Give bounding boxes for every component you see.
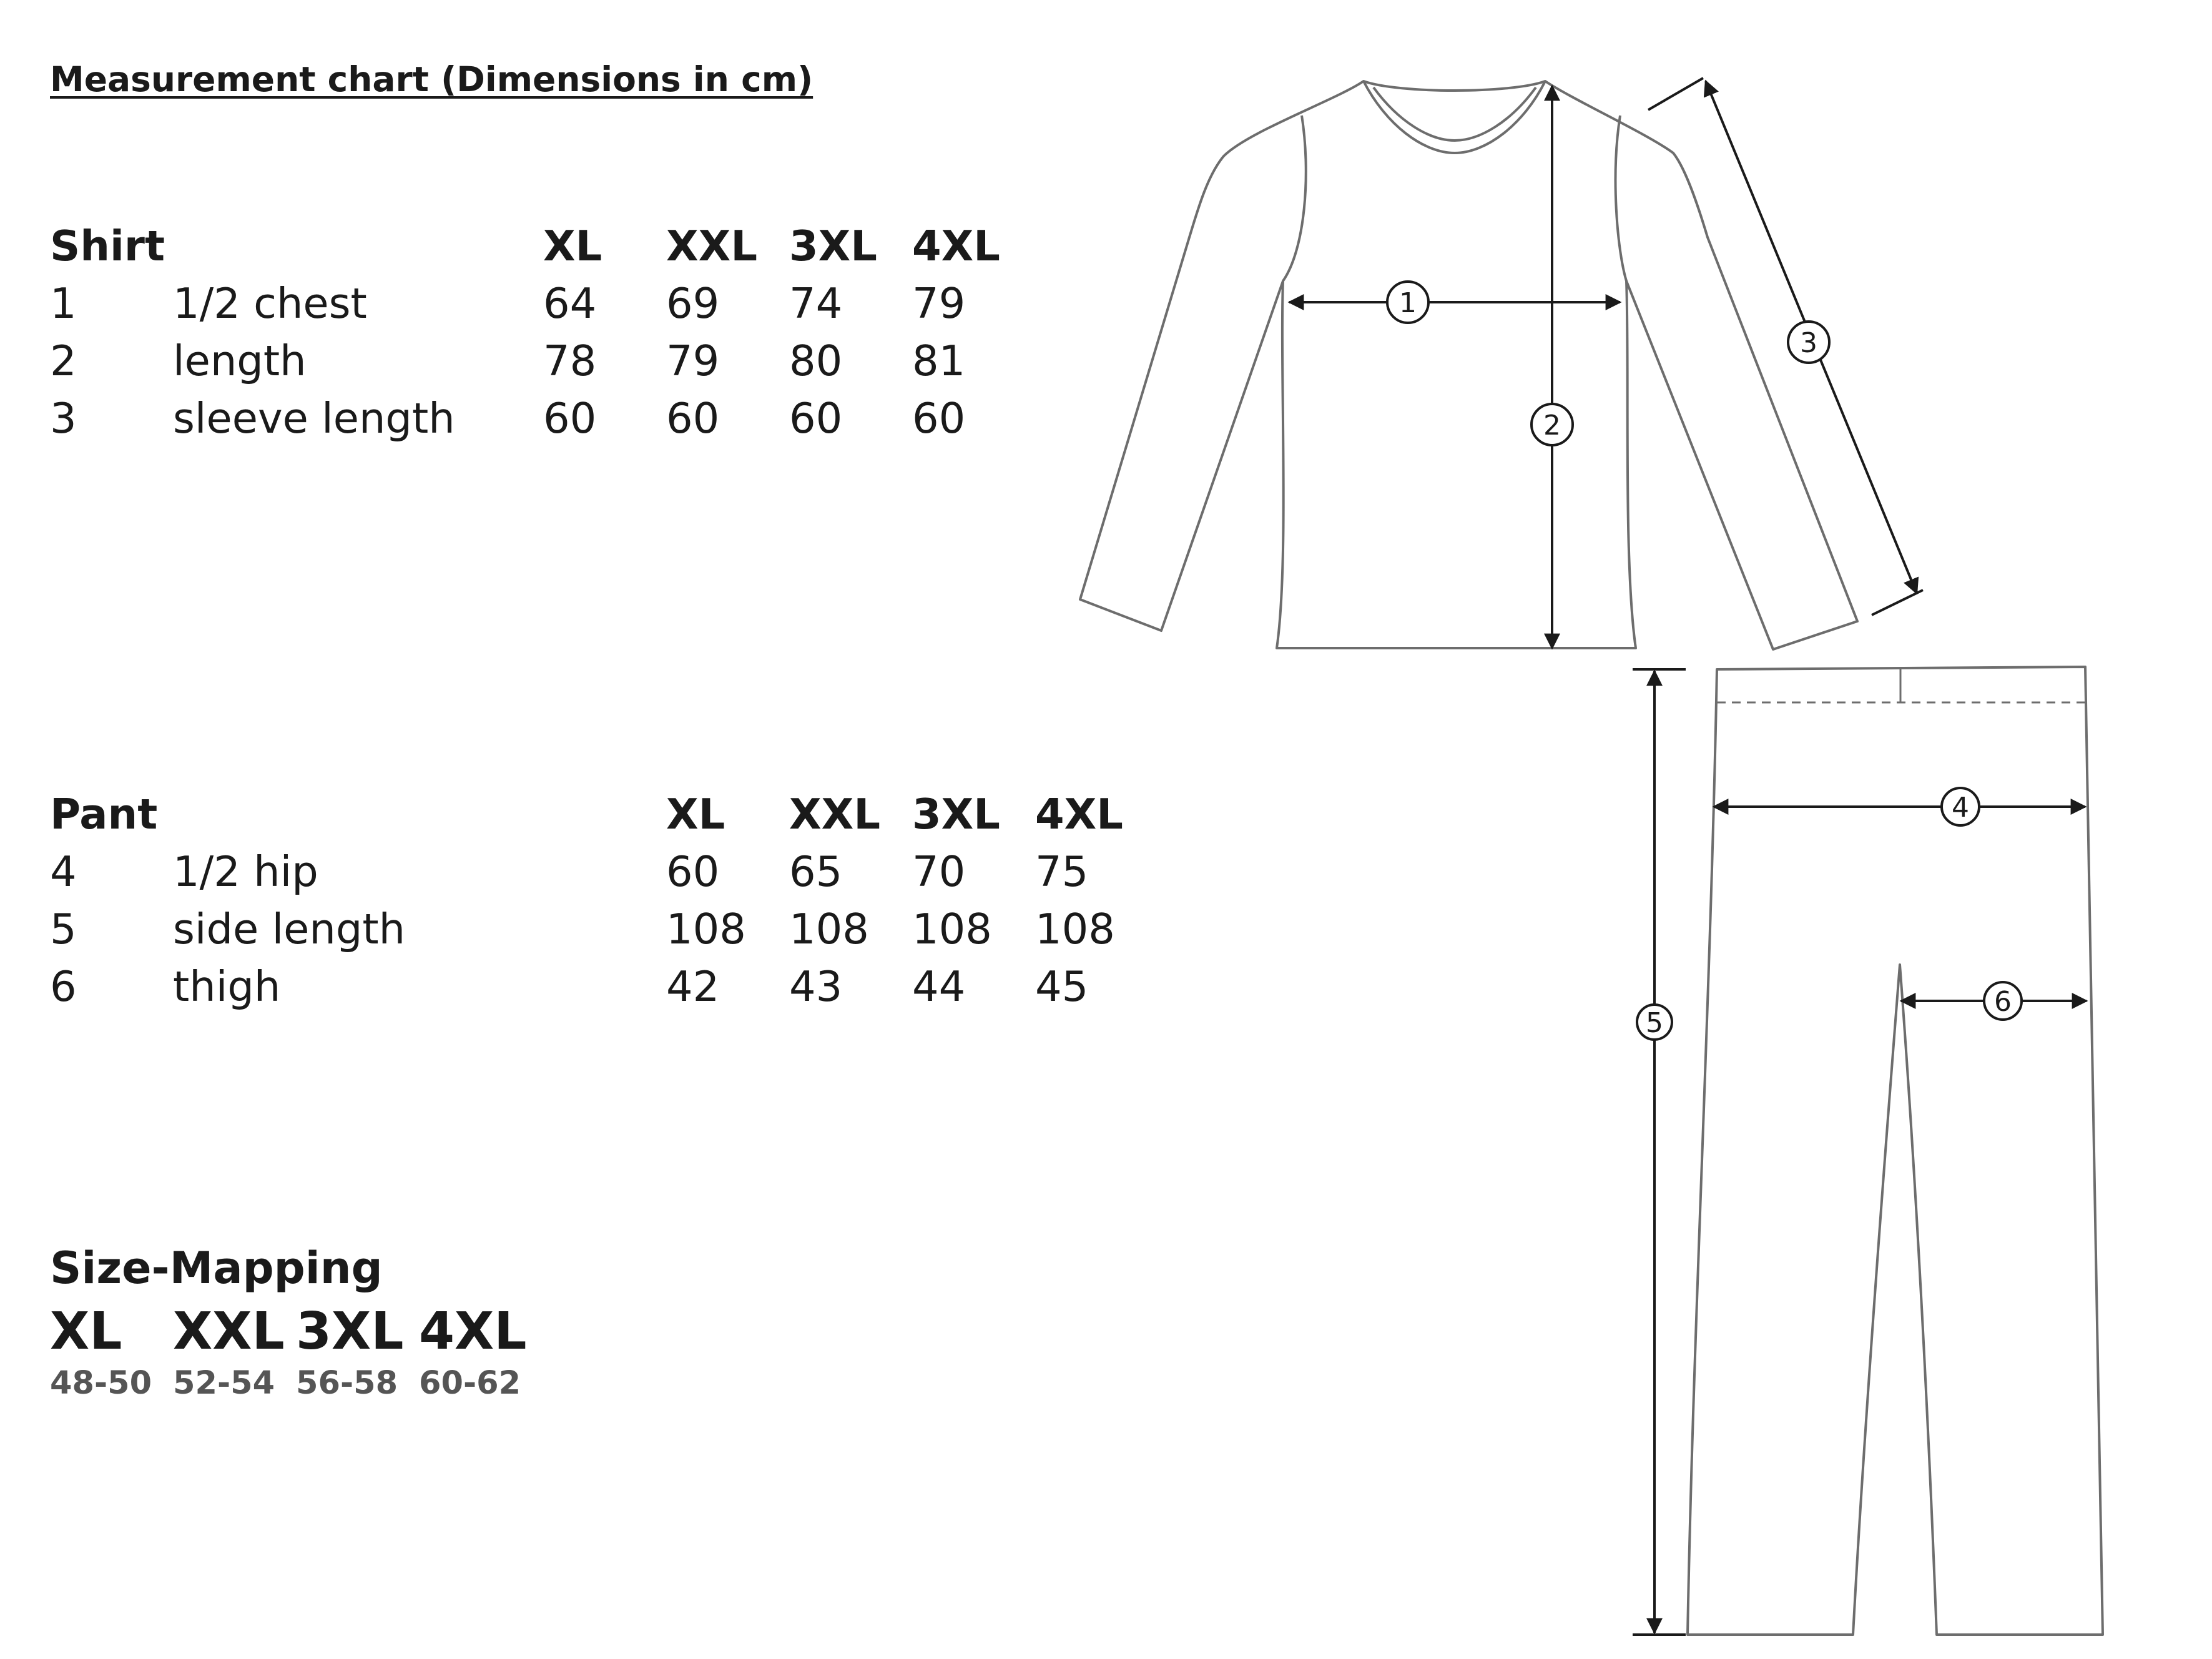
size-name: 4XL [419, 1302, 527, 1361]
size-name: XL [50, 1302, 122, 1361]
size-range: 56-58 [296, 1365, 398, 1402]
size-range: 48-50 [50, 1365, 152, 1402]
pant-size-4xl: 4XL [1035, 790, 1123, 839]
size-name: XXL [173, 1302, 285, 1361]
row-label: 1/2 hip [173, 847, 318, 896]
value-cell: 64 [543, 279, 597, 328]
marker-1 [1387, 282, 1428, 323]
shirt-size-3xl: 3XL [789, 222, 877, 270]
marker-2 [1531, 404, 1573, 445]
chart-title: Measurement chart (Dimensions in cm) [50, 59, 814, 99]
row-number: 6 [50, 962, 77, 1011]
marker-5 [1637, 1005, 1672, 1040]
marker-3-label: 3 [1800, 327, 1817, 359]
marker-5-label: 5 [1646, 1007, 1663, 1039]
value-cell: 81 [912, 337, 966, 385]
shirt-size-4xl: 4XL [912, 222, 1000, 270]
marker-6-label: 6 [1994, 986, 2012, 1018]
value-cell: 60 [543, 394, 597, 443]
value-cell: 69 [666, 279, 720, 328]
value-cell: 75 [1035, 847, 1089, 896]
marker-1-label: 1 [1399, 287, 1417, 319]
size-mapping-heading: Size-Mapping [50, 1243, 383, 1294]
value-cell: 108 [666, 905, 746, 953]
value-cell: 60 [666, 847, 720, 896]
row-label: sleeve length [173, 394, 455, 443]
marker-2-label: 2 [1543, 410, 1561, 441]
value-cell: 74 [789, 279, 843, 328]
shirt-size-xl: XL [543, 222, 602, 270]
marker-4-label: 4 [1952, 792, 1969, 824]
size-range: 60-62 [419, 1365, 521, 1402]
row-label: length [173, 337, 307, 385]
pant-size-3xl: 3XL [912, 790, 1000, 839]
value-cell: 78 [543, 337, 597, 385]
value-cell: 60 [666, 394, 720, 443]
pant-size-xl: XL [666, 790, 725, 839]
row-number: 2 [50, 337, 77, 385]
row-label: side length [173, 905, 406, 953]
pant-dimension-lines [1633, 669, 2087, 1635]
value-cell: 80 [789, 337, 843, 385]
value-cell: 79 [912, 279, 966, 328]
value-cell: 70 [912, 847, 966, 896]
value-cell: 42 [666, 962, 720, 1011]
marker-6 [1984, 982, 2022, 1020]
shirt-dimension-lines [1289, 78, 1923, 648]
value-cell: 45 [1035, 962, 1089, 1011]
pant-outline [1688, 667, 2103, 1635]
size-name: 3XL [296, 1302, 404, 1361]
value-cell: 43 [789, 962, 843, 1011]
row-label: 1/2 chest [173, 279, 367, 328]
shirt-heading: Shirt [50, 222, 165, 270]
pant-heading: Pant [50, 790, 158, 839]
marker-3 [1788, 322, 1829, 363]
row-number: 4 [50, 847, 77, 896]
value-cell: 108 [1035, 905, 1115, 953]
value-cell: 108 [789, 905, 869, 953]
row-label: thigh [173, 962, 281, 1011]
value-cell: 79 [666, 337, 720, 385]
size-range: 52-54 [173, 1365, 275, 1402]
value-cell: 60 [789, 394, 843, 443]
row-number: 5 [50, 905, 77, 953]
pant-size-xxl: XXL [789, 790, 881, 839]
value-cell: 65 [789, 847, 843, 896]
row-number: 3 [50, 394, 77, 443]
value-cell: 108 [912, 905, 992, 953]
value-cell: 44 [912, 962, 966, 1011]
marker-4 [1942, 788, 1979, 825]
row-number: 1 [50, 279, 77, 328]
value-cell: 60 [912, 394, 966, 443]
shirt-size-xxl: XXL [666, 222, 758, 270]
